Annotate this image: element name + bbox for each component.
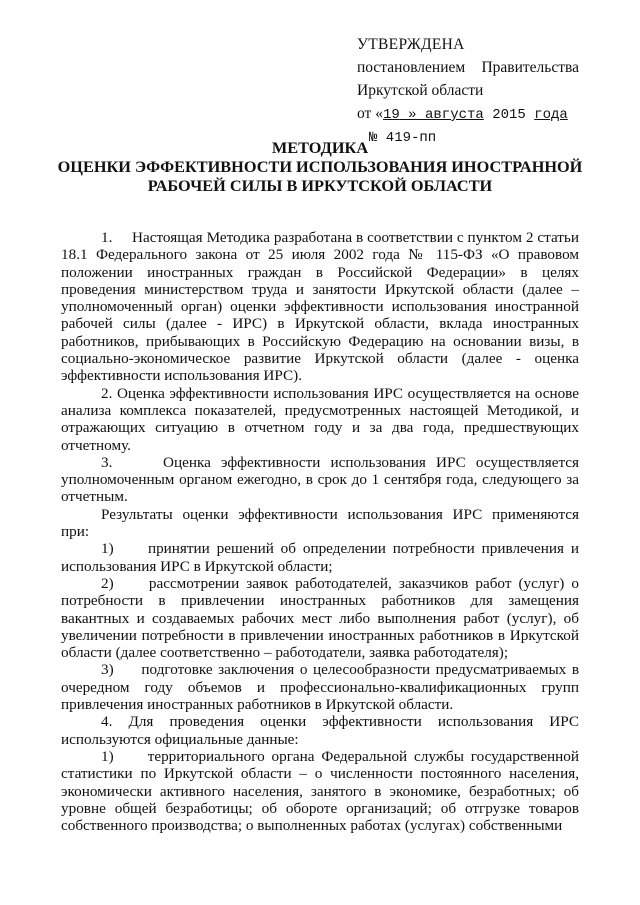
- approval-day: 19: [382, 107, 400, 123]
- title-line-1: МЕТОДИКА: [271, 138, 369, 157]
- approval-year-word: года: [534, 107, 568, 123]
- paragraph-9: 1) территориального органа Федеральной службы государственной статистики по Иркутской области – о численности постоянного населения, экономически активного населения, занятого в экономике, безработных; об уровне общей безработицы; об обороте организаций; об отгрузке товаров собственного производства; о выполненных работах (услугах) собственными: [61, 747, 579, 835]
- title-line-2: ОЦЕНКИ ЭФФЕКТИВНОСТИ ИСПОЛЬЗОВАНИЯ ИНОСТРАННОЙ: [57, 157, 583, 176]
- document-body: [61, 229, 579, 834]
- paragraph-1: 1. Настоящая Методика разработана в соответствии с пунктом 2 статьи 18.1 Федерального закона от 25 июля 2002 года № 115-ФЗ «О правовом положении иностранных граждан в Российской Федерации» в целях проведения министерством труда и занятости Иркутской области (далее – уполномоченный орган) оценки эффективности использования иностранной рабочей силы (далее - ИРС) в Иркутской области, вклада иностранных работников, прибывающих в Российскую Федерацию на основании визы, в социально-экономическое развитие Иркутской области (далее - оценка эффективности использования ИРС).: [61, 229, 579, 385]
- approval-region-line: Иркутской области: [357, 82, 484, 99]
- paragraph-3: 3. Оценка эффективности использования ИРС осуществляется уполномоченным органом ежегодно, в срок до 1 сентября года, следующего за отчетным.: [61, 453, 579, 506]
- document-title: [40, 138, 600, 195]
- title-line-3: РАБОЧЕЙ СИЛЫ В ИРКУТСКОЙ ОБЛАСТИ: [147, 176, 493, 195]
- paragraph-8: 4. Для проведения оценки эффективности использования ИРС используются официальные данные:: [61, 713, 579, 748]
- approval-date-line: [357, 102, 579, 127]
- approval-heading: УТВЕРЖДЕНА: [357, 36, 465, 53]
- approval-year: 2015: [483, 107, 535, 123]
- approval-month: августа: [424, 107, 484, 123]
- paragraph-6: 2) рассмотрении заявок работодателей, заказчиков работ (услуг) о потребности в привлечении иностранных работников для замещения вакантных и создаваемых рабочих мест либо выполнения работ (услуг), об увеличении потребности в привлечении иностранных работников в Иркутской области (далее соответственно – работодатели, заявка работодателя);: [61, 574, 579, 662]
- approval-stamp: [357, 33, 579, 150]
- paragraph-4: Результаты оценки эффективности использования ИРС применяются при:: [61, 505, 579, 541]
- approval-number: № 419-пп: [369, 130, 437, 146]
- approval-decree-line: постановлением Правительства: [357, 59, 579, 76]
- approval-date-mid: »: [399, 107, 425, 123]
- approval-date-prefix: от «: [357, 105, 383, 122]
- paragraph-5: 1) принятии решений об определении потребности привлечения и использования ИРС в Иркутской области;: [61, 540, 579, 575]
- paragraph-7: 3) подготовке заключения о целесообразности предусматриваемых в очередном году объемов и профессионально-квалификационных групп привлечения иностранных работников в Иркутской области.: [61, 661, 579, 714]
- paragraph-2: 2. Оценка эффективности использования ИРС осуществляется на основе анализа комплекса показателей, предусмотренных настоящей Методикой, и отражающих ситуацию в отчетном году и за два года, предшествующих отчетному.: [61, 384, 579, 454]
